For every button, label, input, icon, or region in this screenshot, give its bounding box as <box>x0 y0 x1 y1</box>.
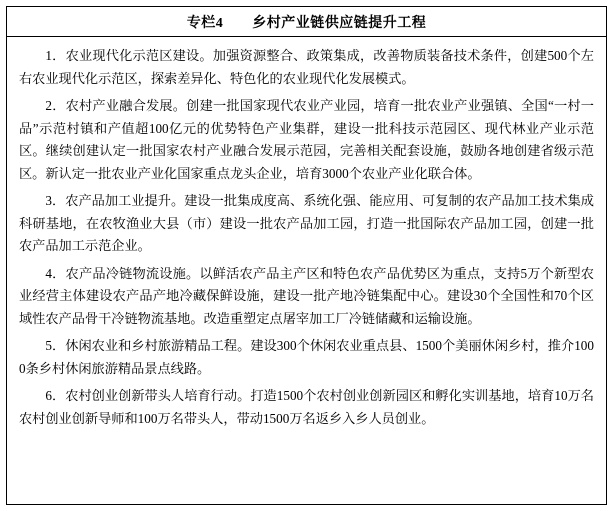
feature-box <box>6 6 607 505</box>
paragraph-6: 6．农村创业创新带头人培育行动。打造1500个农村创业创新园区和孵化实训基地，培育10万名农村创业创新导师和100万名带头人，带动1500万名返乡入乡人员创业。 <box>19 388 594 426</box>
paragraph-3: 3．农产品加工业提升。建设一批集成度高、系统化强、能应用、可复制的农产品加工技术集成科研基地，在农牧渔业大县（市）建设一批农产品加工园，打造一批国际农产品加工园，创建一批农产品加工示范企业。 <box>19 193 594 253</box>
paragraph-5: 5．休闲农业和乡村旅游精品工程。建设300个休闲农业重点县、1500个美丽休闲乡村，推介1000条乡村休闲旅游精品景点线路。 <box>19 338 594 376</box>
box-body <box>7 37 606 439</box>
page-title: 专栏4 乡村产业链供应链提升工程 <box>186 15 427 31</box>
paragraph-2: 2．农村产业融合发展。创建一批国家现代农业产业园，培育一批农业产业强镇、全国“一村一品”示范村镇和产值超100亿元的优势特色产业集群，建设一批科技示范园区、现代林业产业示范区。继续创建认定一批国家农村产业融合发展示范园，完善相关配套设施，鼓励各地创建省级示范区。新认定一批农业产业化国家重点龙头企业，培育3000个农业产业化联合体。 <box>19 98 594 181</box>
box-title-row <box>7 7 606 37</box>
paragraph-4: 4．农产品冷链物流设施。以鲜活农产品主产区和特色农产品优势区为重点，支持5万个新型农业经营主体建设农产品产地冷藏保鲜设施，建设一批产地冷链集配中心。建设30个全国性和70个区域性农产品骨干冷链物流基地。改造重塑定点屠宰加工厂冷链储藏和运输设施。 <box>19 265 594 326</box>
paragraph-1: 1．农业现代化示范区建设。加强资源整合、政策集成，改善物质装备技术条件，创建500个左右农业现代化示范区，探索差异化、特色化的农业现代化发展模式。 <box>19 48 594 86</box>
